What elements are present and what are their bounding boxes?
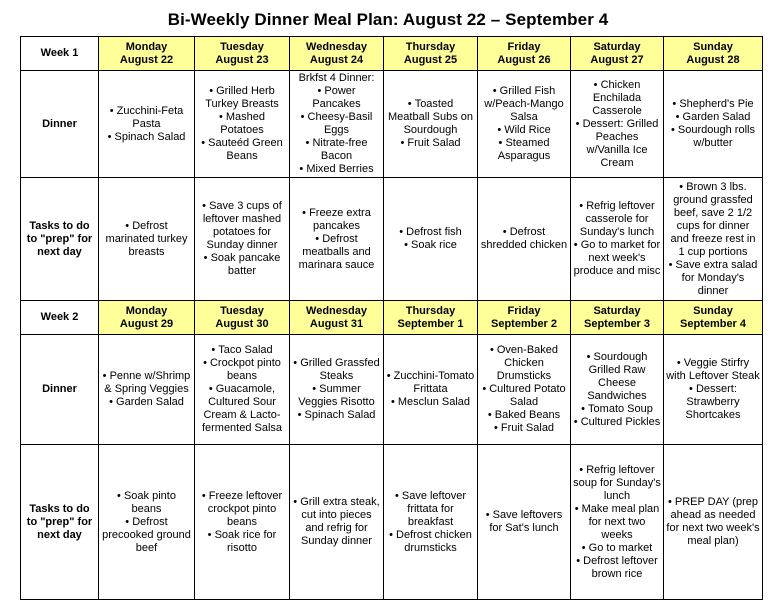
day-header [290, 37, 384, 71]
week-header-row [21, 301, 763, 335]
tasks-cell [99, 178, 195, 301]
menu-item: • Power Pancakes [292, 85, 381, 111]
menu-item: • Oven-Baked Chicken Drumsticks [480, 344, 568, 383]
day-date: August 24 [309, 53, 364, 66]
menu-item: • Zucchini-Feta Pasta [101, 105, 192, 131]
menu-item: • Tomato Soup [573, 403, 661, 416]
menu-item: Brkfst 4 Dinner: [298, 72, 375, 84]
day-name: Saturday [593, 304, 641, 317]
menu-item: • Veggie Stirfry with Leftover Steak [666, 357, 760, 383]
menu-item: • Garden Salad [666, 111, 760, 124]
menu-item: • Crockpot pinto beans [197, 357, 287, 383]
menu-item: • Sourdough Grilled Raw Cheese Sandwiches [573, 351, 661, 403]
menu-item: • Mesclun Salad [386, 396, 475, 409]
day-header [384, 37, 478, 71]
task-item: • Save 3 cups of leftover mashed potatoes for Sunday dinner [197, 200, 287, 252]
tasks-row-label: Tasks to do to "prep" for next day [21, 178, 99, 301]
tasks-row [21, 445, 763, 600]
task-item: • Go to market for next week's produce and misc [573, 239, 661, 278]
week-label: Week 2 [21, 301, 99, 335]
task-item: • Defrost marinated turkey breasts [101, 220, 192, 259]
meal-plan-table [20, 36, 763, 600]
day-date: August 23 [215, 53, 269, 66]
day-name: Thursday [405, 40, 456, 53]
day-date: August 29 [119, 317, 174, 330]
menu-item: • Sauteéd Green Beans [197, 137, 287, 163]
dinner-cell [384, 71, 478, 178]
tasks-cell [99, 445, 195, 600]
menu-item: • Grilled Grassfed Steaks [292, 357, 381, 383]
task-item: • Soak rice [386, 239, 475, 252]
day-header [195, 37, 290, 71]
day-name: Friday [507, 304, 541, 317]
week-header-row [21, 37, 763, 71]
day-header [195, 301, 290, 335]
day-header [384, 301, 478, 335]
dinner-cell [384, 335, 478, 445]
dinner-cell [195, 71, 290, 178]
day-header [290, 301, 384, 335]
menu-item: • Baked Beans [480, 409, 568, 422]
page-title: Bi-Weekly Dinner Meal Plan: August 22 – September 4 [167, 10, 609, 29]
task-item: • Make meal plan for next two weeks [573, 503, 661, 542]
dinner-row [21, 335, 763, 445]
day-date: August 28 [686, 53, 740, 66]
dinner-cell [478, 71, 571, 178]
dinner-cell [195, 335, 290, 445]
task-item: • Defrost fish [386, 226, 475, 239]
menu-item: • Sourdough rolls w/butter [666, 124, 760, 150]
menu-item: • Chicken Enchilada Casserole [573, 79, 661, 118]
task-item: • Defrost chicken drumsticks [386, 529, 475, 555]
menu-item: • Dessert: Grilled Peaches w/Vanilla Ice Cream [573, 118, 661, 170]
tasks-cell [384, 178, 478, 301]
menu-item: • Nitrate-free Bacon [292, 137, 381, 163]
task-item: • PREP DAY (prep ahead as needed for next two week's meal plan) [666, 496, 760, 548]
week-label: Week 1 [21, 37, 99, 71]
day-name: Thursday [405, 304, 456, 317]
menu-item: • Taco Salad [197, 344, 287, 357]
dinner-cell [290, 71, 384, 178]
menu-item: • Zucchini-Tomato Frittata [386, 370, 475, 396]
menu-item: • Cheesy-Basil Eggs [292, 111, 381, 137]
day-header [99, 301, 195, 335]
day-name: Sunday [693, 40, 733, 53]
task-item: • Freeze extra pancakes [292, 207, 381, 233]
day-date: August 31 [309, 317, 364, 330]
task-item: • Defrost leftover brown rice [573, 555, 661, 581]
dinner-cell [571, 335, 664, 445]
day-date: September 2 [490, 317, 558, 330]
dinner-cell [571, 71, 664, 178]
dinner-row-label: Dinner [21, 71, 99, 178]
day-name: Saturday [593, 40, 641, 53]
menu-item: • Grilled Herb Turkey Breasts [197, 85, 287, 111]
task-item: • Soak pancake batter [197, 252, 287, 278]
day-date: September 4 [679, 317, 747, 330]
day-name: Wednesday [306, 304, 367, 317]
menu-item: • Dessert: Strawberry Shortcakes [666, 383, 760, 422]
menu-item: • Cultured Pickles [573, 416, 661, 429]
task-item: • Refrig leftover soup for Sunday's lunch [573, 464, 661, 503]
day-name: Monday [125, 40, 168, 53]
tasks-row-label: Tasks to do to "prep" for next day [21, 445, 99, 600]
tasks-cell [384, 445, 478, 600]
menu-item: • Grilled Fish w/Peach-Mango Salsa [480, 85, 568, 124]
tasks-cell [664, 178, 763, 301]
menu-item: • Summer Veggies Risotto [292, 383, 381, 409]
tasks-cell [290, 178, 384, 301]
menu-item: • Wild Rice [480, 124, 568, 137]
dinner-cell [290, 335, 384, 445]
task-item: • Brown 3 lbs. ground grassfed beef, save 2 1/2 cups for dinner and freeze rest in 1 cup portions [666, 181, 760, 259]
menu-item: • Garden Salad [101, 396, 192, 409]
day-header [571, 301, 664, 335]
day-date: August 27 [590, 53, 644, 66]
tasks-cell [571, 445, 664, 600]
day-header [664, 301, 763, 335]
day-name: Tuesday [220, 40, 264, 53]
menu-item: • Mixed Berries [292, 163, 381, 176]
menu-item: • Spinach Salad [292, 409, 381, 422]
tasks-cell [290, 445, 384, 600]
day-header [478, 301, 571, 335]
tasks-cell [478, 178, 571, 301]
task-item: • Defrost meatballs and marinara sauce [292, 233, 381, 272]
day-date: September 3 [583, 317, 651, 330]
task-item: • Freeze leftover crockpot pinto beans [197, 490, 287, 529]
dinner-cell [664, 335, 763, 445]
day-name: Tuesday [220, 304, 264, 317]
menu-item: • Fruit Salad [386, 137, 475, 150]
tasks-cell [195, 178, 290, 301]
day-name: Friday [507, 40, 541, 53]
menu-item: • Mashed Potatoes [197, 111, 287, 137]
dinner-cell [99, 335, 195, 445]
dinner-cell [664, 71, 763, 178]
task-item: • Go to market [573, 542, 661, 555]
task-item: • Refrig leftover casserole for Sunday's lunch [573, 200, 661, 239]
dinner-row [21, 71, 763, 178]
menu-item: • Guacamole, Cultured Sour Cream & Lacto-fermented Salsa [197, 383, 287, 435]
day-name: Wednesday [306, 40, 367, 53]
day-name: Sunday [693, 304, 733, 317]
task-item: • Soak rice for risotto [197, 529, 287, 555]
day-date: September 1 [397, 317, 464, 330]
day-header [664, 37, 763, 71]
menu-item: • Toasted Meatball Subs on Sourdough [386, 98, 475, 137]
task-item: • Soak pinto beans [101, 490, 192, 516]
day-date: August 25 [403, 53, 458, 66]
tasks-row [21, 178, 763, 301]
tasks-cell [195, 445, 290, 600]
tasks-cell [571, 178, 664, 301]
menu-item: • Steamed Asparagus [480, 137, 568, 163]
dinner-cell [478, 335, 571, 445]
task-item: • Defrost precooked ground beef [101, 516, 192, 555]
task-item: • Save leftovers for Sat's lunch [480, 509, 568, 535]
day-header [478, 37, 571, 71]
day-date: August 26 [497, 53, 551, 66]
tasks-cell [664, 445, 763, 600]
day-name: Monday [125, 304, 168, 317]
day-date: August 30 [215, 317, 269, 330]
menu-item: • Fruit Salad [480, 422, 568, 435]
menu-item: • Shepherd's Pie [666, 98, 760, 111]
menu-item: • Spinach Salad [101, 131, 192, 144]
tasks-cell [478, 445, 571, 600]
menu-item: • Cultured Potato Salad [480, 383, 568, 409]
day-header [99, 37, 195, 71]
day-header [571, 37, 664, 71]
day-date: August 22 [119, 53, 174, 66]
task-item: • Defrost shredded chicken [480, 226, 568, 252]
dinner-cell [99, 71, 195, 178]
task-item: • Save leftover frittata for breakfast [386, 490, 475, 529]
task-item: • Save extra salad for Monday's dinner [666, 259, 760, 298]
task-item: • Grill extra steak, cut into pieces and refrig for Sunday dinner [292, 496, 381, 548]
menu-item: • Penne w/Shrimp & Spring Veggies [101, 370, 192, 396]
dinner-row-label: Dinner [21, 335, 99, 445]
